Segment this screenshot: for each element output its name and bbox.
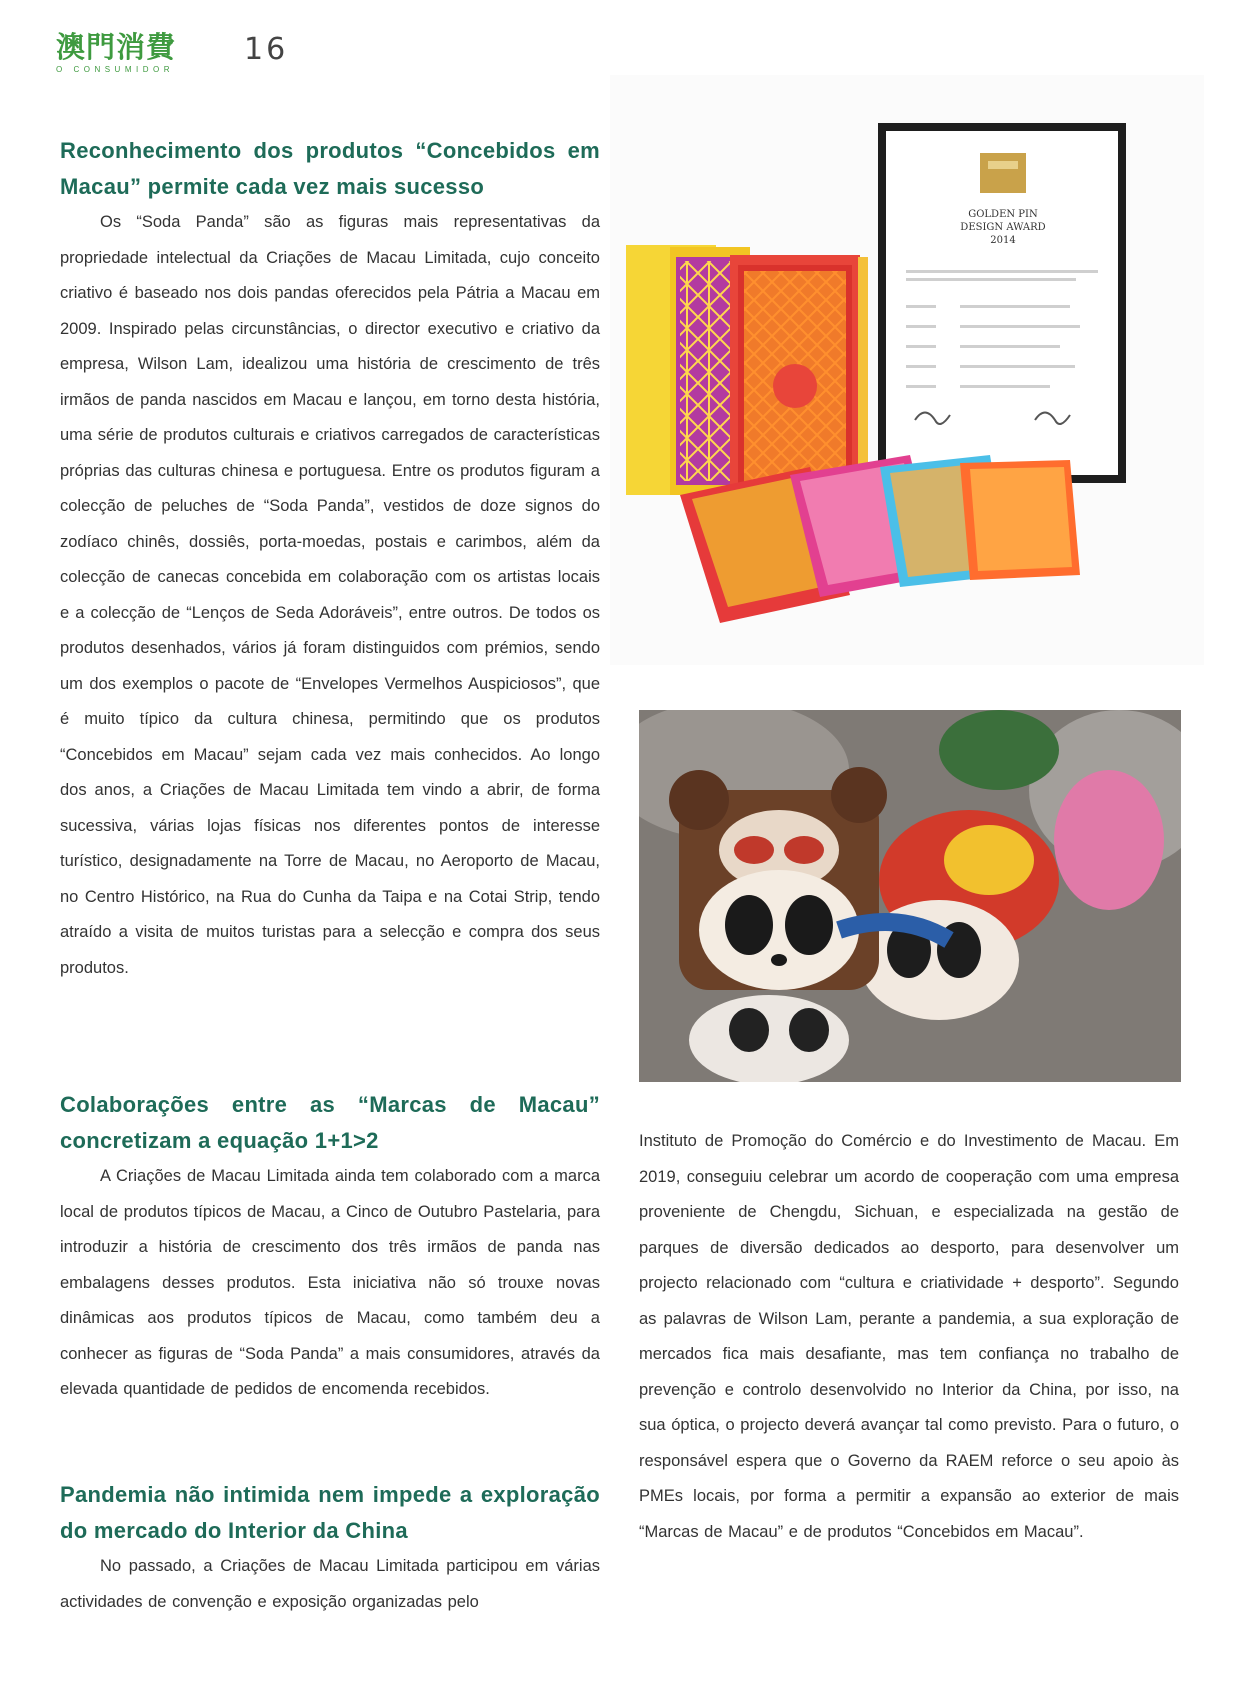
svg-text:GOLDEN PIN: GOLDEN PIN <box>968 209 1038 220</box>
masthead <box>56 30 356 80</box>
award-products-photo <box>610 75 1204 665</box>
logo-cjk-text: 澳門消費 <box>56 32 177 64</box>
plush-panda-photo <box>639 710 1181 1082</box>
section-paragraph-continued: Instituto de Promoção do Comércio e do Investimento de Macau. Em 2019, conseguiu celebrar um acordo de cooperação com uma empresa proveniente de Chengdu, Sichuan, e especializada na gestão de parques de diversão dedicados ao desporto, para desenvolver um projecto relacionado com “cultura e criatividade + desporto”. Segundo as palavras de Wilson Lam, perante a pandemia, a sua exploração de mercados fica mais desafiante, mas tem confiança no trabalho de prevenção e controlo desenvolvido no Interior da China, por isso, na sua óptica, o projecto deverá avançar tal como previsto. Para o futuro, o responsável espera que o Governo da RAEM reforce o seu apoio às PMEs locais, por forma a permitir a expansão ao exterior de mais “Marcas de Macau” e de produtos “Concebidos em Macau”. <box>639 1132 1179 1541</box>
section-paragraph: A Criações de Macau Limitada ainda tem colaborado com a marca local de produtos típicos de Macau, a Cinco de Outubro Pastelaria, para introduzir a história de crescimento dos três irmãos de panda nas embalagens desses produtos. Esta iniciativa não só trouxe novas dinâmicas aos produtos típicos de Macau, como também deu a conhecer as figuras de “Soda Panda” a mais consumidores, através da elevada quantidade de pedidos de encomenda recebidos. <box>60 1167 600 1398</box>
section-paragraph: Os “Soda Panda” são as figuras mais representativas da propriedade intelectual da Criações de Macau Limitada, cujo conceito criativo é baseado nos dois pandas oferecidos pela Pátria a Macau em 2009. Inspirado pelas circunstâncias, o director executivo e criativo da empresa, Wilson Lam, idealizou uma história de crescimento de três irmãos de panda nascidos em Macau e lançou, em torno desta história, uma série de produtos culturais e criativos carregados de características próprias das culturas chinesa e portuguesa. Entre os produtos figuram a colecção de peluches de “Soda Panda”, vestidos de doze signos do zodíaco chinês, dossiês, porta-moedas, postais e carimbos, além da colecção de canecas concebida em colaboração com os artistas locais e a colecção de “Lenços de Seda Adoráveis”, entre outros. De todos os produtos desenhados, vários já foram distinguidos com prémios, sendo um dos exemplos o pacote de “Envelopes Vermelhos Auspiciosos”, que é muito típico da cultura chinesa, permitindo que os produtos “Concebidos em Macau” sejam cada vez mais conhecidos. Ao longo dos anos, a Criações de Macau Limitada tem vindo a abrir, de forma sucessiva, várias lojas físicas nos diferentes pontos de interesse turístico, designadamente na Torre de Macau, no Aeroporto de Macau, no Centro Histórico, na Rua do Cunha da Taipa e na Cotai Strip, tendo atraído a visita de muitos turistas para a selecção e compra dos seus produtos. <box>60 213 600 977</box>
logo-subtitle: O CONSUMIDOR <box>56 65 174 74</box>
section-heading: Pandemia não intimida nem impede a exploração do mercado do Interior da China <box>60 1482 600 1543</box>
section-pandemic-continued <box>639 1124 1179 1550</box>
magazine-logo <box>56 32 176 75</box>
svg-text:2014: 2014 <box>990 235 1016 246</box>
section-paragraph: No passado, a Criações de Macau Limitada participou em várias actividades de convenção e exposição organizadas pelo <box>60 1557 600 1611</box>
section-heading: Reconhecimento dos produtos “Concebidos em Macau” permite cada vez mais sucesso <box>60 138 600 199</box>
award-certificate <box>878 123 1126 483</box>
section-heading: Colaborações entre as “Marcas de Macau” concretizam a equação 1+1>2 <box>60 1092 600 1153</box>
section-pandemic <box>60 1477 600 1620</box>
svg-text:DESIGN AWARD: DESIGN AWARD <box>960 222 1046 233</box>
section-collaborations <box>60 1087 600 1408</box>
section-recognition <box>60 133 600 986</box>
page-number: 16 <box>244 32 289 67</box>
